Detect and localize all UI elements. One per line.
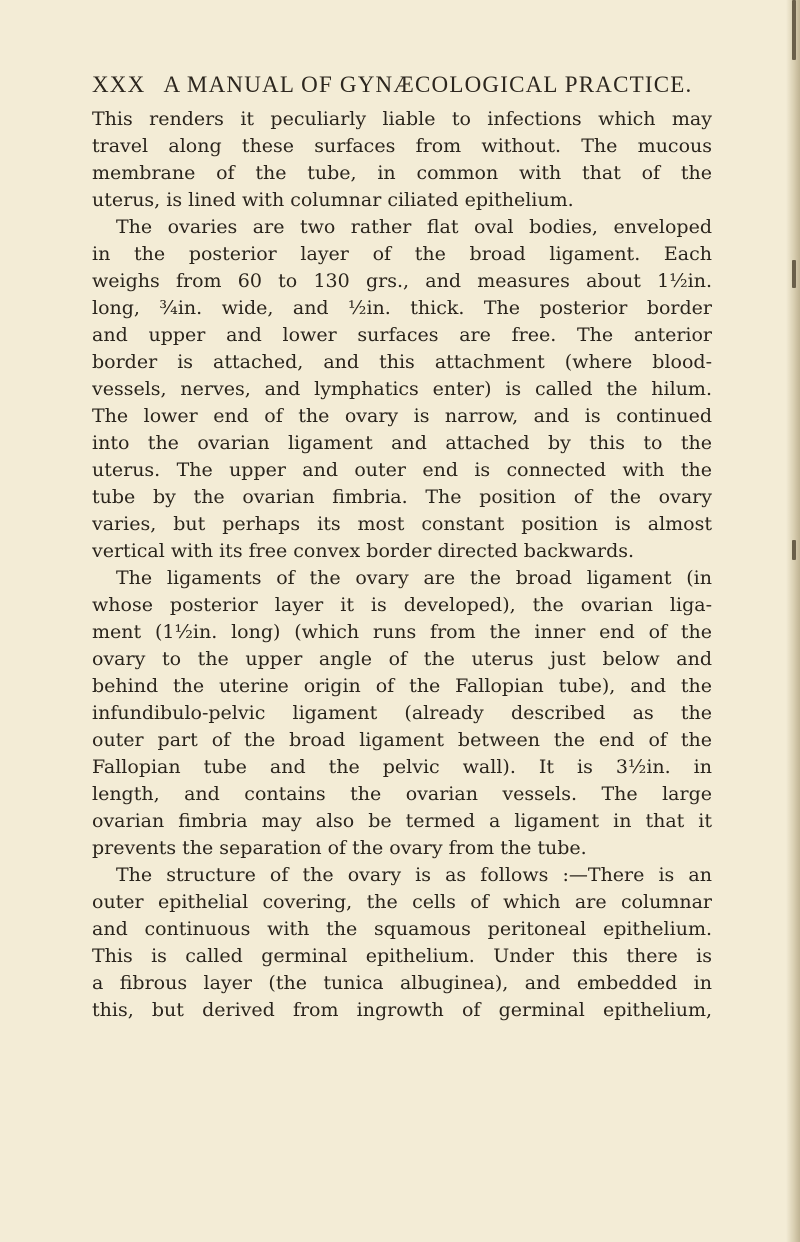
text-line: This renders it peculiarly liable to infections which may	[92, 108, 712, 130]
text-line: Fallopian tube and the pelvic wall). It is 3½in. in	[92, 756, 712, 778]
text-line: long, ¾in. wide, and ½in. thick. The posterior border	[92, 297, 712, 319]
text-line: this, but derived from ingrowth of germinal epithelium,	[92, 999, 712, 1021]
text-line: outer epithelial covering, the cells of which are columnar	[92, 891, 712, 913]
text-line: whose posterior layer it is developed), the ovarian liga-	[92, 594, 712, 616]
edge-mark	[792, 0, 796, 60]
page-folio: XXX	[92, 72, 146, 97]
book-title: A MANUAL OF GYNÆCOLOGICAL PRACTICE.	[163, 72, 693, 97]
text-line: varies, but perhaps its most constant position is almost	[92, 513, 712, 535]
text-line: in the posterior layer of the broad ligament. Each	[92, 243, 712, 265]
text-line: outer part of the broad ligament between the end of the	[92, 729, 712, 751]
text-line: a fibrous layer (the tunica albuginea), and embedded in	[92, 972, 712, 994]
text-line: The structure of the ovary is as follows :—There is an	[116, 864, 712, 886]
text-line: uterus, is lined with columnar ciliated epithelium.	[92, 189, 574, 211]
text-line: tube by the ovarian fimbria. The position of the ovary	[92, 486, 712, 508]
text-line: behind the uterine origin of the Fallopian tube), and the	[92, 675, 712, 697]
text-line: border is attached, and this attachment (where blood-	[92, 351, 712, 373]
text-line: uterus. The upper and outer end is connected with the	[92, 459, 712, 481]
text-line: into the ovarian ligament and attached by this to the	[92, 432, 712, 454]
page-edge	[786, 0, 800, 1242]
text-line: vertical with its free convex border directed backwards.	[92, 540, 635, 562]
text-line: ment (1½in. long) (which runs from the inner end of the	[92, 621, 712, 643]
edge-mark	[792, 260, 796, 288]
text-line: membrane of the tube, in common with that of the	[92, 162, 712, 184]
running-head	[92, 72, 712, 98]
text-line: and upper and lower surfaces are free. The anterior	[92, 324, 712, 346]
text-line: The ligaments of the ovary are the broad ligament (in	[116, 567, 712, 589]
text-line: and continuous with the squamous peritoneal epithelium.	[92, 918, 712, 940]
text-line: The ovaries are two rather flat oval bodies, enveloped	[116, 216, 712, 238]
text-line: length, and contains the ovarian vessels. The large	[92, 783, 712, 805]
text-line: infundibulo-pelvic ligament (already described as the	[92, 702, 712, 724]
text-line: ovary to the upper angle of the uterus just below and	[92, 648, 712, 670]
text-line: This is called germinal epithelium. Under this there is	[92, 945, 712, 967]
text-line: weighs from 60 to 130 grs., and measures about 1½in.	[92, 270, 712, 292]
text-line: vessels, nerves, and lymphatics enter) is called the hilum.	[92, 378, 712, 400]
text-line: travel along these surfaces from without. The mucous	[92, 135, 712, 157]
edge-mark	[792, 540, 796, 560]
text-line: ovarian fimbria may also be termed a ligament in that it	[92, 810, 712, 832]
text-line: The lower end of the ovary is narrow, and is continued	[92, 405, 712, 427]
body-text	[92, 106, 712, 1024]
text-line: prevents the separation of the ovary from the tube.	[92, 837, 587, 859]
